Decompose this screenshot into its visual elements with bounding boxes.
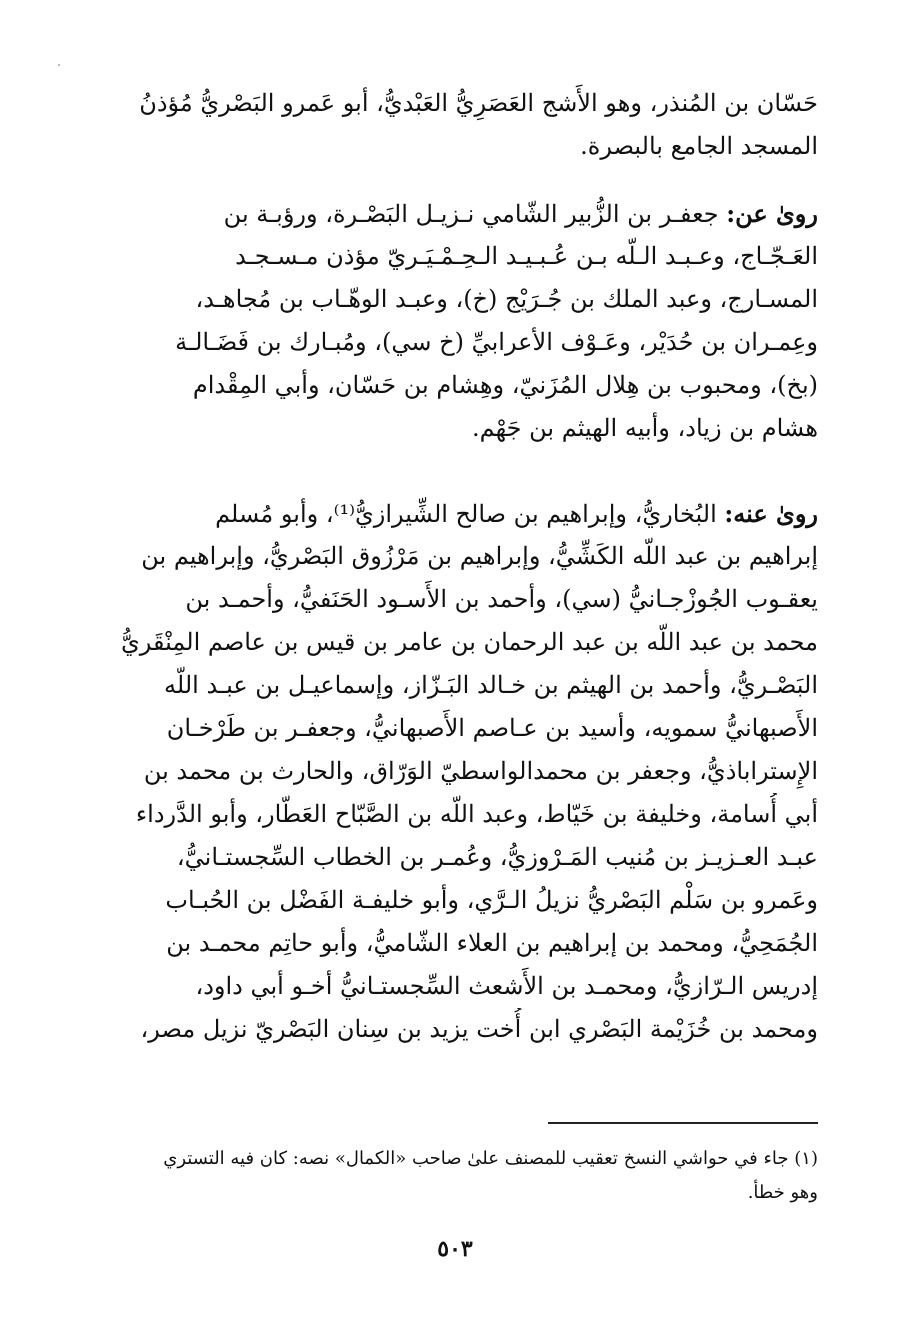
narrated-from-paragraph: [120, 192, 818, 450]
text-line: أبي أُسامة، وخليفة بن خَيّاط، وعبد اللّه بن الصَّبّاح العَطّار، وأبو الدَّرداء: [135, 800, 818, 828]
text-line: عبـد العـزيـز بن مُنيب المَـرْوزيُّ، وعُمـر بن الخطاب السِّجستـانيُّ،: [176, 843, 818, 871]
text-line: الإِستراباذيُّ، وجعفر بن محمدالواسطيّ الوَرّاق، والحارث بن محمد بن: [143, 757, 818, 785]
text-line: [120, 192, 818, 235]
narrated-from-heading: روىٰ عن:: [726, 199, 818, 228]
text-line: العَـجّـاج، وعـبـد الـلّه بـن عُـبـيـد الـحِـمْـيَـريّ مؤذن مـسـجـد: [235, 242, 818, 270]
footnote-line: وهو خطأ.: [747, 1182, 818, 1203]
text-line: الأَصبهانيُّ سمويه، وأسيد بن عـاصم الأَصبهانيُّ، وجعفـر بن طَرْخـان: [166, 714, 818, 742]
text-line-body: جعفـر بن الزُّبير الشّامي نـزيـل البَصْـرة، ورؤبـة بن: [223, 200, 719, 228]
text-line: المسـارج، وعبد الملك بن جُـرَيْج (خ)، وعبـد الوهّـاب بن مُجاهـد،: [195, 285, 818, 313]
text-line: البَصْـريُّ، وأحمد بن الهيثم بن خـالد البَـزّاز، وإسماعيـل بن عبـد اللّه: [164, 671, 818, 699]
narrated-by-heading: روىٰ عنه:: [724, 499, 818, 528]
text-line: إبراهيم بن عبد اللّه الكَشِّيُّ، وإبراهيم بن مَرْزُوق البَصْريُّ، وإبراهيم بن: [141, 542, 818, 570]
text-line: المسجد الجامع بالبصرة.: [580, 132, 818, 160]
text-line: حَسّان بن المُنذر، وهو الأَشج العَصَرِيُّ العَبْديُّ، أبو عَمرو البَصْريُّ مُؤذنُ: [139, 89, 818, 117]
text-line: هشام بن زياد، وأبيه الهيثم بن جَهْم.: [472, 414, 818, 442]
text-line: الجُمَحِيُّ، ومحمد بن إبراهيم بن العلاء الشّاميُّ، وأبو حاتِم محمـد بن: [166, 929, 818, 957]
text-line-body: البُخاريُّ، وإبراهيم بن صالح الشِّيرازيُّ⁽¹⁾، وأبو مُسلم: [215, 500, 717, 528]
text-line: وعِمـران بن حُدَيْر، وعَـوْف الأعرابيِّ (خ سي)، ومُبـارك بن فَضَـالـة: [175, 328, 818, 356]
text-line: [120, 492, 818, 535]
text-line: ومحمد بن خُزَيْمة البَصْري ابن أُخت يزيد بن سِنان البَصْريّ نزيل مصر،: [140, 1015, 818, 1043]
text-line: يعقـوب الجُوزْجـانيُّ (سي)، وأحمد بن الأَسـود الحَنَفيُّ، وأحمـد بن: [185, 585, 818, 613]
text-line: إدريس الـرّازيُّ، ومحمـد بن الأَشعث السِّجستـانيُّ أخـو أبي داود،: [195, 972, 818, 1000]
narrated-by-paragraph: [120, 492, 818, 1051]
page-number: ٥٠٣: [437, 1236, 473, 1262]
footnote-divider: [548, 1122, 818, 1124]
footnote-line: (١) جاء في حواشي النسخ تعقيب للمصنف علىٰ صاحب «الكمال» نصه: كان فيه التستري: [163, 1148, 818, 1169]
margin-speck: [58, 64, 60, 66]
text-line: (بخ)، ومحبوب بن هِلال المُزَنيّ، وهِشام بن حَسّان، وأبي المِقْدام: [192, 371, 818, 399]
footnote: [120, 1142, 818, 1210]
intro-paragraph: [120, 82, 818, 168]
text-line: محمد بن عبد اللّه بن عبد الرحمان بن عامر بن قيس بن عاصم المِنْقَريُّ: [120, 628, 818, 656]
text-line: وعَمرو بن سَلْم البَصْريُّ نزيلُ الـرَّي، وأبو خليفـة الفَضْل بن الحُبـاب: [165, 886, 818, 914]
